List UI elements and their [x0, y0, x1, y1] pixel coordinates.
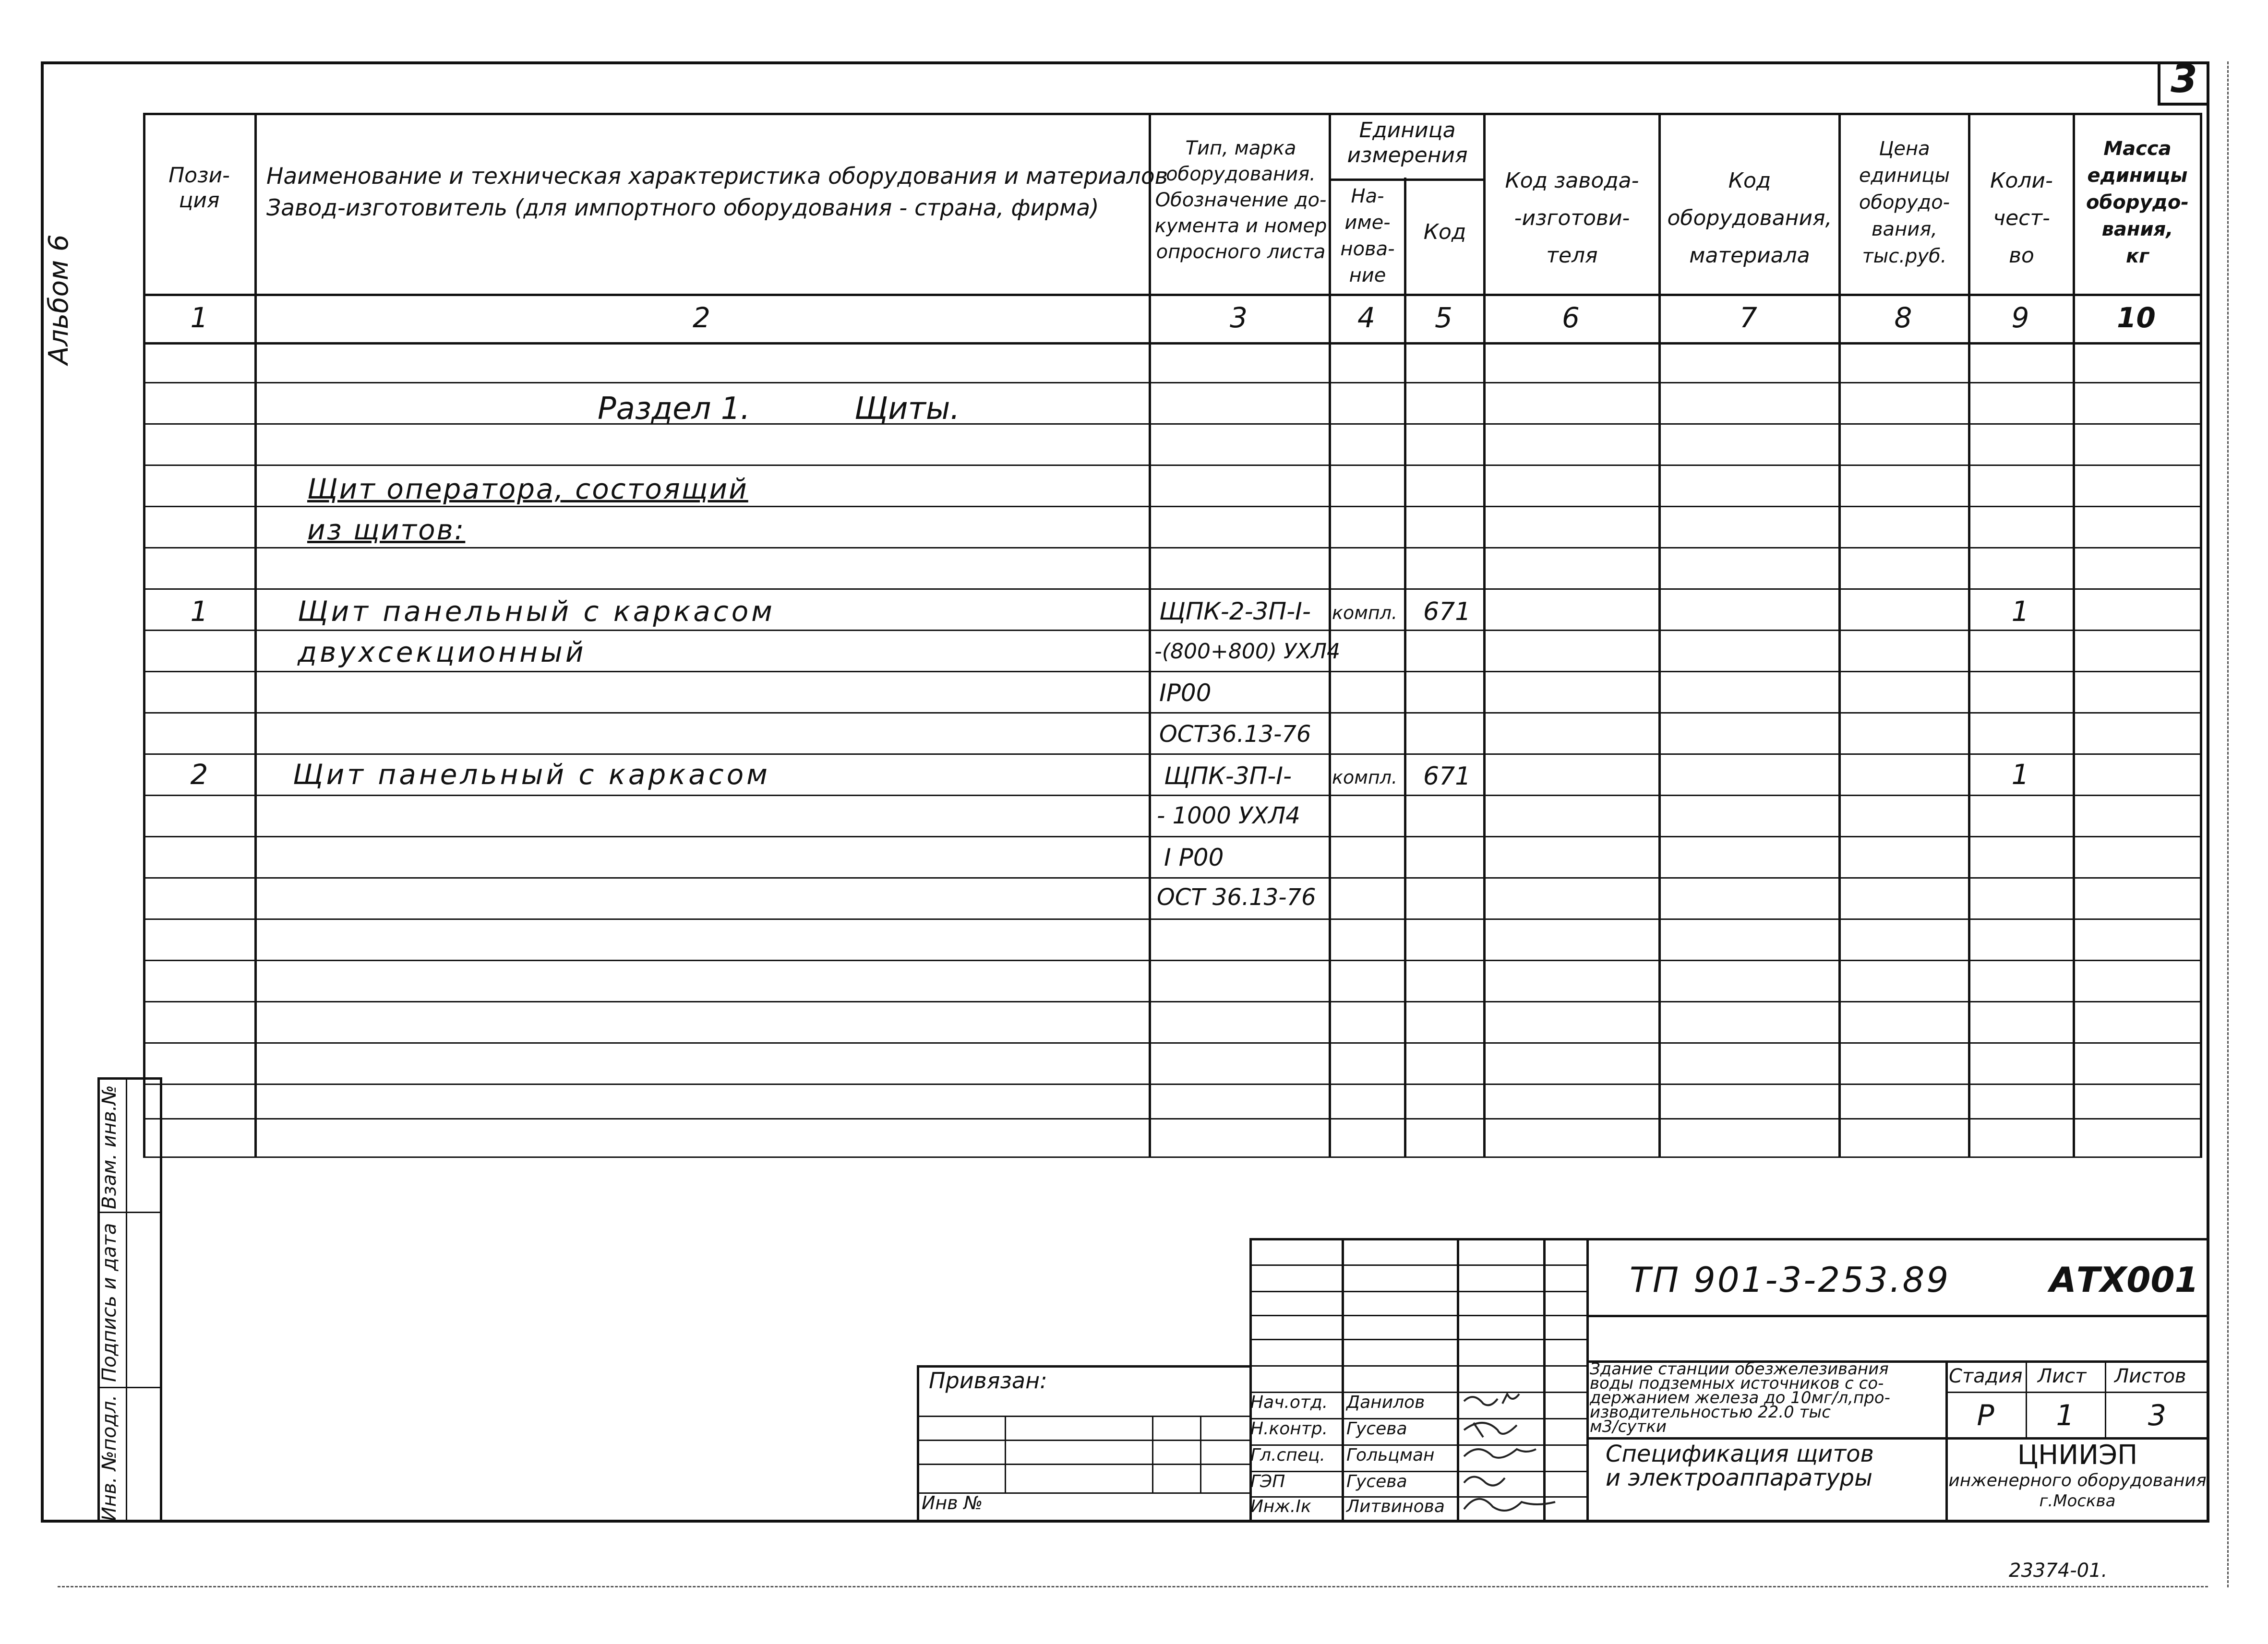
sheets-label: Листов [2114, 1365, 2186, 1387]
doc-code: ТП 901-3-253.89 [1630, 1260, 1951, 1300]
colnum-4: 4 [1357, 301, 1375, 334]
hdr-type: Тип, марка оборудования. Обозначение до- кумента и номер опросного листа [1154, 137, 1327, 263]
item1-type-line3: IP00 [1159, 679, 1212, 707]
role-2: Н.контр. [1250, 1419, 1328, 1439]
item2-name-line1: Щит панельный с каркасом [293, 758, 770, 791]
hdr-name: Наименование и техническая характеристика оборудования и материалов Завод-изготовитель (для импортного оборудования - страна, фирма) [266, 163, 1168, 221]
colnum-3: 3 [1230, 301, 1248, 334]
item2-position: 2 [190, 758, 208, 791]
sheets-value: 3 [2148, 1399, 2167, 1432]
role-4: ГЭП [1250, 1472, 1285, 1491]
stamp-signature-date: Подпись и дата [98, 1223, 120, 1382]
item1-type-line2: -(800+800) УХЛ4 [1154, 639, 1341, 664]
role-5: Инж.Iк [1250, 1497, 1311, 1516]
object-description: Здание станции обезжелезивания воды подземных источников с со- держанием железа до 10мг/л,про- изводительностью 22.0 тыс м3/сутки [1590, 1359, 1890, 1436]
hdr-position: Пози- ция [168, 163, 230, 213]
name-5: Литвинова [1346, 1497, 1445, 1516]
cut-line-right [2227, 61, 2229, 1587]
item1-code: 671 [1423, 597, 1471, 626]
colnum-7: 7 [1740, 301, 1757, 334]
hdr-factory-code: Код завода- -изготови- теля [1505, 168, 1639, 268]
sheet-description: Спецификация щитов и электроаппаратуры [1606, 1441, 1874, 1491]
name-1: Данилов [1346, 1393, 1425, 1412]
hdr-unit-title: Единица измерения [1347, 118, 1468, 167]
item1-unit: компл. [1332, 602, 1398, 623]
colnum-6: 6 [1562, 301, 1580, 334]
section-subtitle: Щиты. [854, 391, 960, 427]
org-line3: г.Москва [2039, 1491, 2116, 1511]
privyazan-label: Привязан: [929, 1368, 1047, 1394]
colnum-9: 9 [2011, 301, 2029, 334]
sheet-value: 1 [2056, 1399, 2075, 1432]
item2-quantity: 1 [2011, 758, 2029, 791]
item1-name-line1: Щит панельный с каркасом [298, 595, 775, 628]
colnum-10: 10 [2117, 301, 2156, 334]
stage-label: Стадия [1949, 1365, 2023, 1387]
section-title: Раздел 1. [598, 391, 750, 427]
stage-value: Р [1977, 1399, 1994, 1432]
hdr-equipment-code: Код оборудования, материала [1667, 168, 1832, 268]
stamp-vzam-inv: Взам. инв.№ [98, 1085, 120, 1209]
footer-note: 23374-01. [2009, 1560, 2108, 1582]
name-4: Гусева [1346, 1472, 1407, 1491]
colnum-8: 8 [1894, 301, 1912, 334]
sheet-number: 3 [2171, 57, 2197, 101]
album-label: Альбом 6 [43, 234, 74, 365]
doc-suffix: АТХ001 [2050, 1260, 2199, 1300]
item1-quantity: 1 [2011, 595, 2029, 628]
org-name: ЦНИИЭП [2017, 1440, 2138, 1471]
item1-name-line2: двухсекционный [298, 636, 587, 668]
item1-position: 1 [190, 595, 208, 628]
item2-type-line4: ОСТ 36.13-76 [1157, 884, 1316, 911]
item2-type-line2: - 1000 УХЛ4 [1157, 802, 1300, 829]
outer-frame [41, 61, 2209, 1523]
cut-line-bottom [58, 1586, 2208, 1587]
role-1: Нач.отд. [1250, 1393, 1328, 1412]
hdr-price: Цена единицы оборудо- вания, тыс.руб. [1859, 138, 1950, 267]
stamp-inv-podl: Инв. №подл. [98, 1394, 120, 1521]
hdr-unit-code: Код [1423, 220, 1466, 244]
item2-code: 671 [1423, 762, 1471, 791]
name-2: Гусева [1346, 1419, 1407, 1439]
hdr-quantity: Коли- чест- во [1990, 168, 2053, 268]
item1-type-line4: ОСТ36.13-76 [1159, 721, 1311, 748]
colnum-1: 1 [190, 301, 208, 334]
group-title-line1: Щит оператора, состоящий [307, 473, 748, 505]
item1-type-line1: ЩПК-2-3П-I- [1159, 597, 1311, 625]
item2-unit: компл. [1332, 767, 1398, 788]
role-3: Гл.спец. [1250, 1445, 1325, 1465]
hdr-unit-name: На- име- нова- ние [1340, 185, 1395, 286]
inv-no-label: Инв № [922, 1492, 983, 1513]
colnum-2: 2 [693, 301, 710, 334]
colnum-5: 5 [1435, 301, 1452, 334]
name-3: Гольцман [1346, 1445, 1435, 1465]
group-title-line2: из щитов: [307, 513, 466, 546]
item2-type-line3: I P00 [1164, 844, 1224, 871]
org-line2: инженерного оборудования [1948, 1471, 2207, 1490]
hdr-mass: Масса единицы оборудо- вания, кг [2086, 138, 2189, 267]
item2-type-line1: ЩПК-3П-I- [1164, 762, 1292, 790]
signatures [1459, 1389, 1584, 1524]
sheet-label: Лист [2038, 1365, 2087, 1387]
